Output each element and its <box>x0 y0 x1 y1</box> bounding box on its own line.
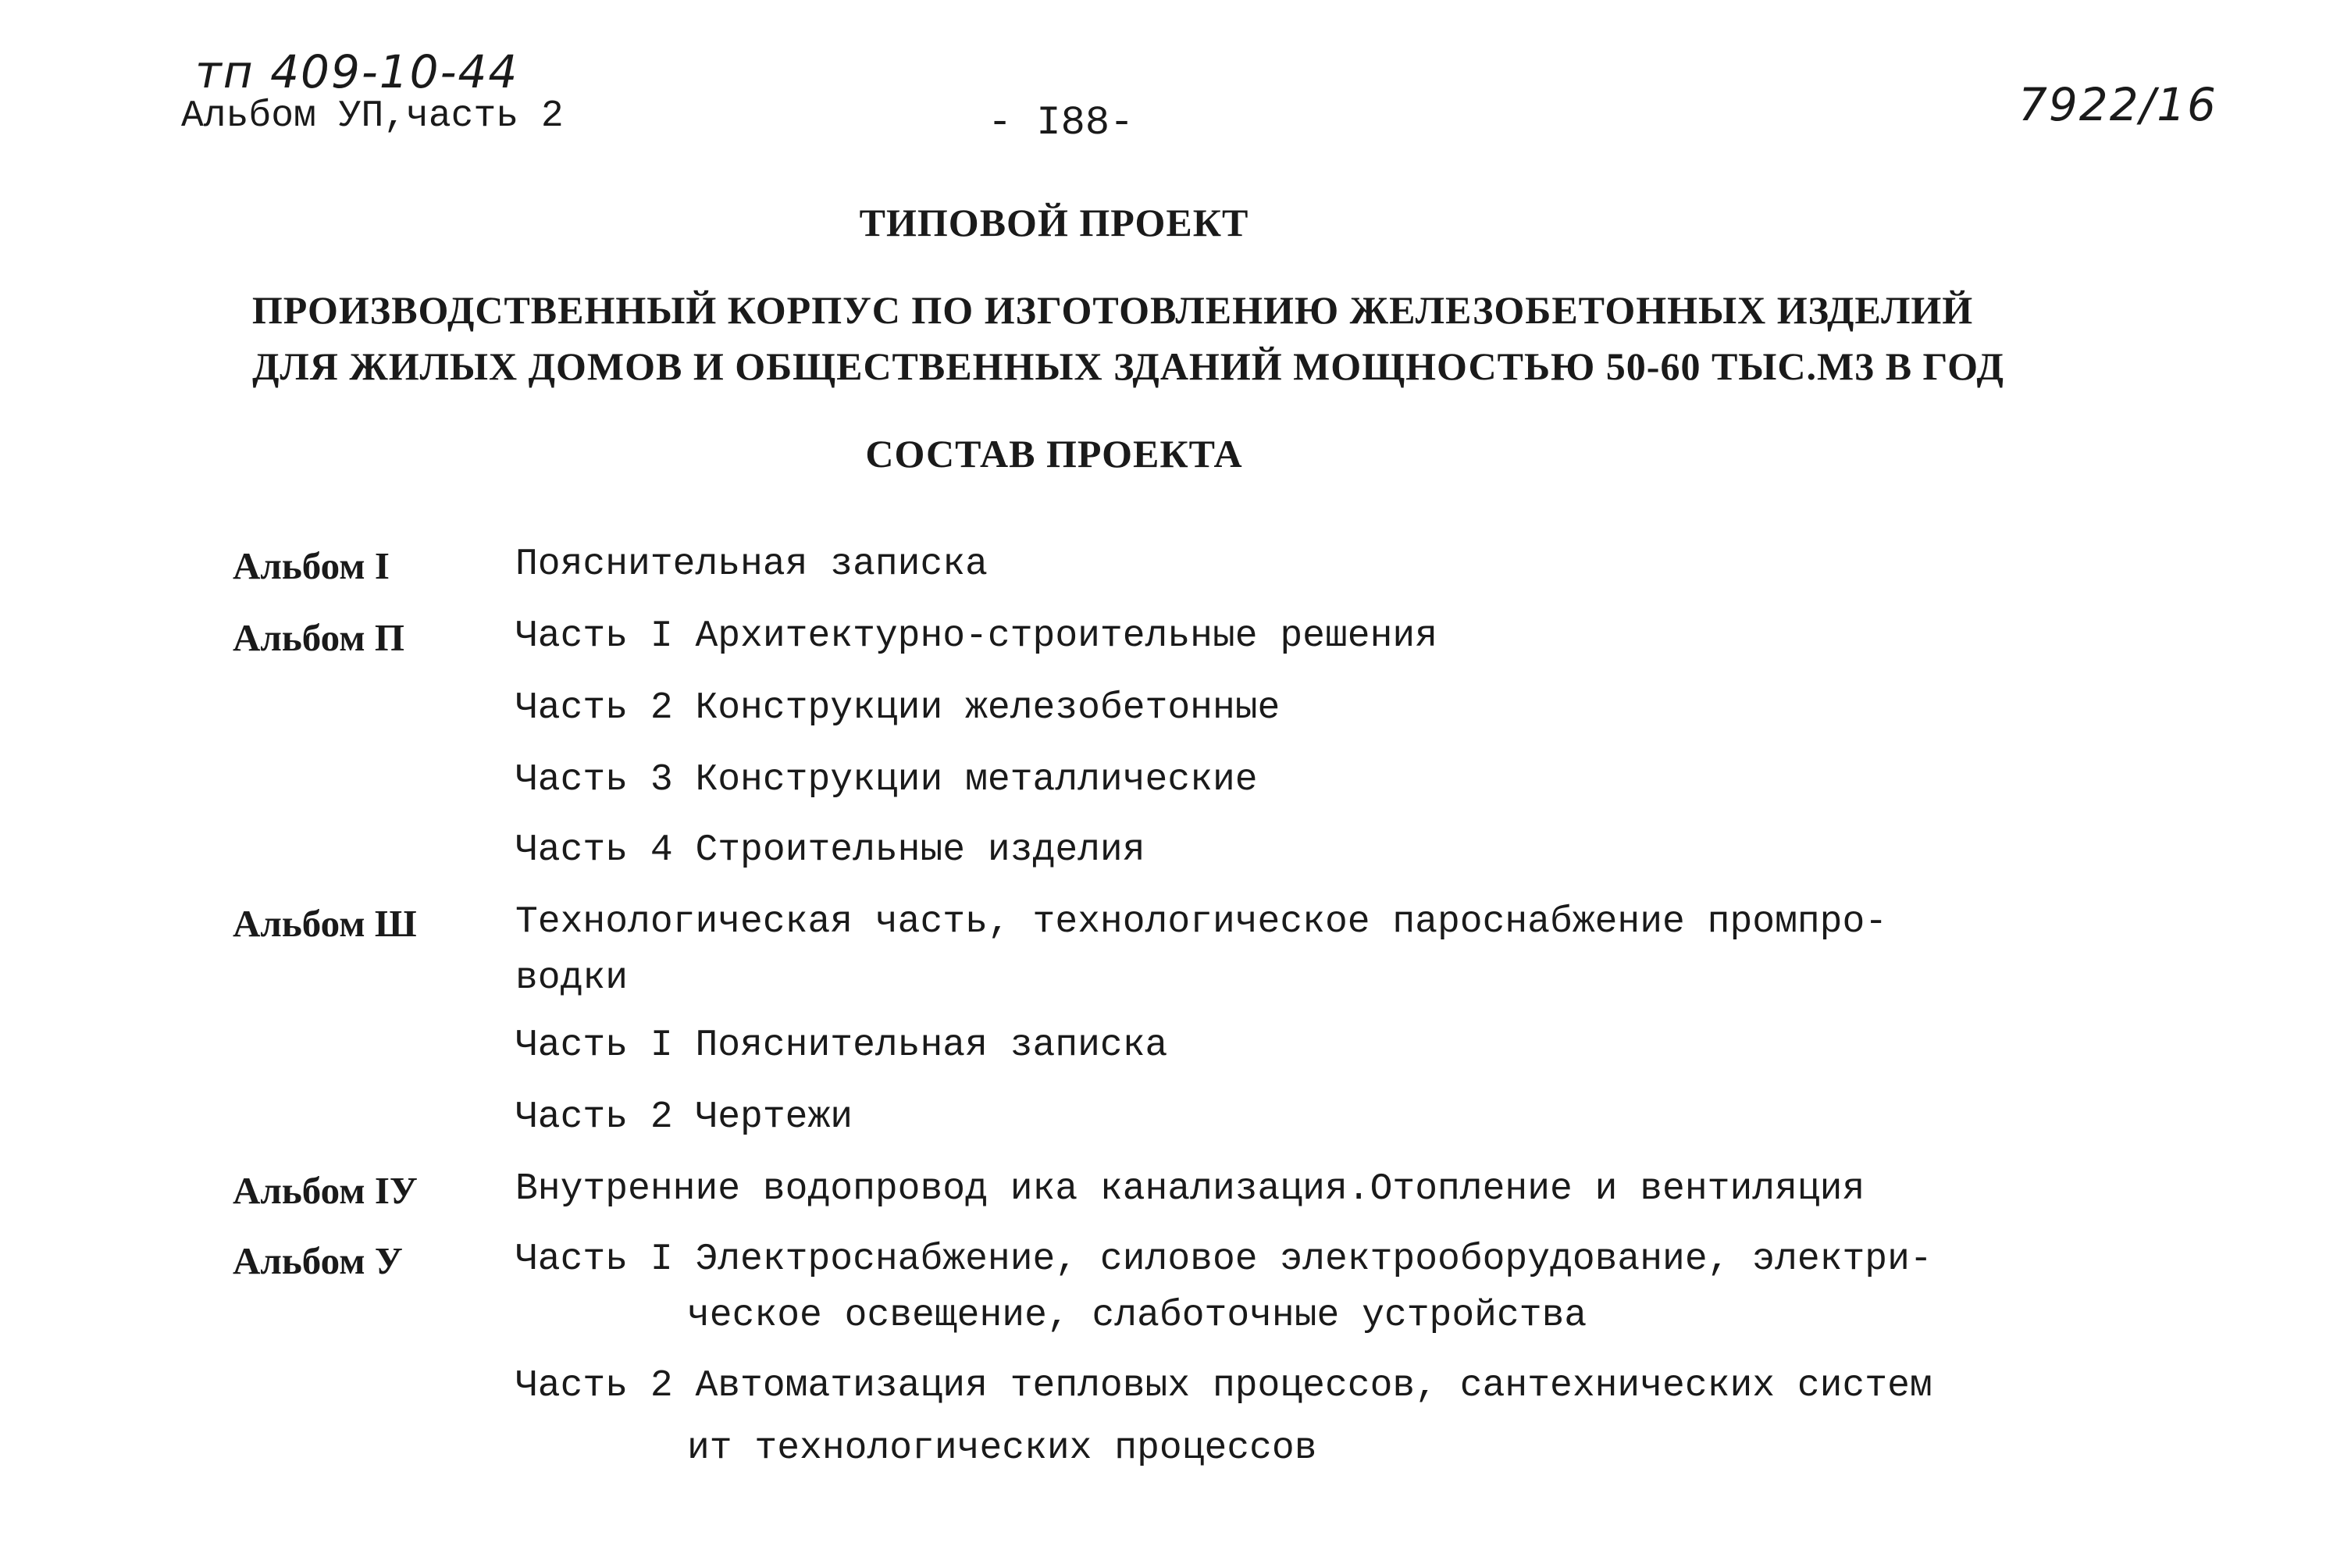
album-1-label: Альбом I <box>233 544 390 587</box>
album-2-label: Альбом П <box>233 616 404 659</box>
album-3-text-line-2: водки <box>515 957 629 1000</box>
album-2-part-2: Часть 2 Конструкции железобетонные <box>515 687 1281 729</box>
album-3-part-2: Часть 2 Чертежи <box>515 1096 853 1139</box>
album-3-text-line-1: Технологическая часть, технологическое пароснабжение промпро- <box>515 901 1888 943</box>
album-2-part-3: Часть 3 Конструкции металлические <box>515 759 1258 801</box>
album-5-part-2-line-1: Часть 2 Автоматизация тепловых процессов, сантехнических систем <box>515 1365 1932 1407</box>
composition-heading: СОСТАВ ПРОЕКТА <box>865 432 1243 476</box>
album-4-label: Альбом IУ <box>233 1169 418 1212</box>
page-number: - I88- <box>988 100 1135 146</box>
album-5-part-2-line-2: ит технологических процессов <box>687 1427 1317 1470</box>
document-type-heading: ТИПОВОЙ ПРОЕКТ <box>859 201 1249 244</box>
album-2-part-4: Часть 4 Строительные изделия <box>515 829 1145 871</box>
album-3-label: Альбом Ш <box>233 902 417 945</box>
album-2-part-1: Часть I Архитектурно-строительные решения <box>515 615 1437 657</box>
album-1-text: Пояснительная записка <box>515 543 988 586</box>
album-5-label: Альбом У <box>233 1239 403 1282</box>
project-title-line-1: ПРОИЗВОДСТВЕННЫЙ КОРПУС ПО ИЗГОТОВЛЕНИЮ ЖЕЛЕЗОБЕТОННЫХ ИЗДЕЛИЙ <box>251 288 1974 332</box>
project-code-handwritten: тп 409-10-44 <box>195 45 519 98</box>
album-3-part-1: Часть I Пояснительная записка <box>515 1025 1168 1067</box>
inventory-number-handwritten: 7922/16 <box>2018 78 2217 131</box>
project-title-line-2: ДЛЯ ЖИЛЫХ ДОМОВ И ОБЩЕСТВЕННЫХ ЗДАНИЙ МОЩНОСТЬЮ 50-60 ТЫС.М3 В ГОД <box>252 344 2004 388</box>
album-5-part-1-line-2: ческое освещение, слаботочные устройства <box>687 1295 1587 1337</box>
album-4-text: Внутренние водопровод ика канализация.Отопление и вентиляция <box>515 1168 1865 1210</box>
album-5-part-1-line-1: Часть I Электроснабжение, силовое электрооборудование, электри- <box>515 1238 1932 1281</box>
album-reference: Альбом УП,часть 2 <box>181 95 564 137</box>
